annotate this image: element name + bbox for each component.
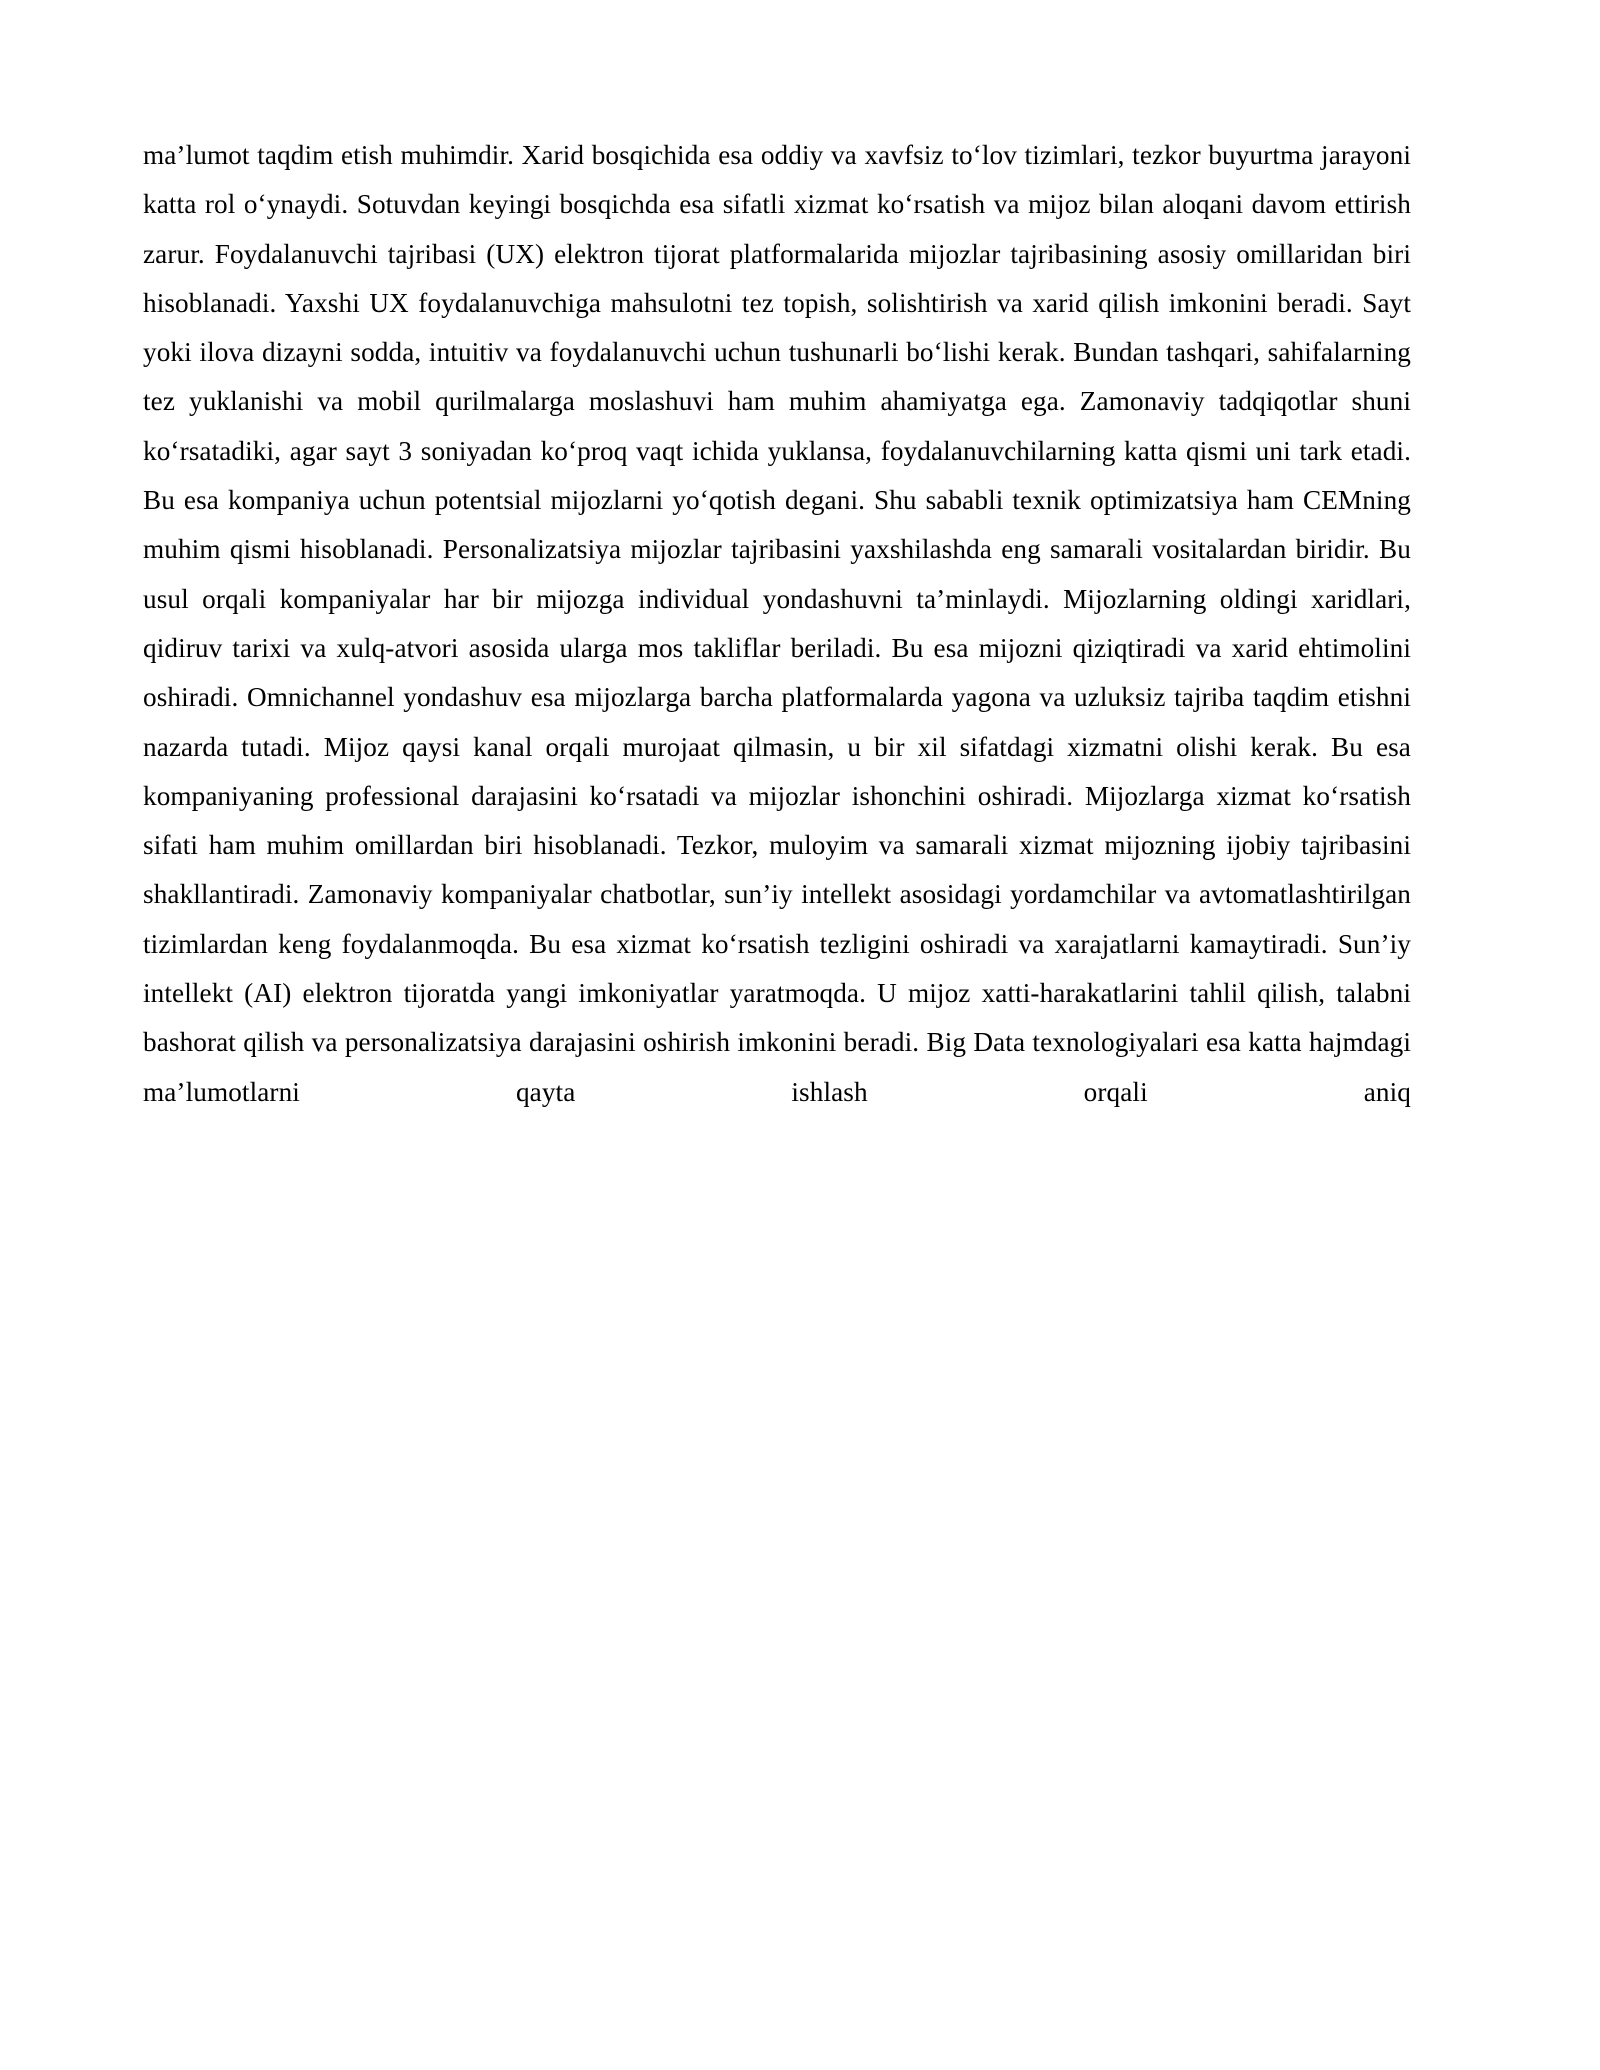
body-text-column: [143, 131, 1411, 1166]
body-paragraph: ma’lumot taqdim etish muhimdir. Xarid bosqichida esa oddiy va xavfsiz to‘lov tizimlari, tezkor buyurtma jarayoni katta rol o‘ynaydi. Sotuvdan keyingi bosqichda esa sifatli xizmat ko‘rsatish va mijoz bilan aloqani davom ettirish zarur. Foydalanuvchi tajribasi (UX) elektron tijorat platformalarida mijozlar tajribasining asosiy omillaridan biri hisoblanadi. Yaxshi UX foydalanuvchiga mahsulotni tez topish, solishtirish va xarid qilish imkonini beradi. Sayt yoki ilova dizayni sodda, intuitiv va foydalanuvchi uchun tushunarli bo‘lishi kerak. Bundan tashqari, sahifalarning tez yuklanishi va mobil qurilmalarga moslashuvi ham muhim ahamiyatga ega. Zamonaviy tadqiqotlar shuni ko‘rsatadiki, agar sayt 3 soniyadan ko‘proq vaqt ichida yuklansa, foydalanuvchilarning katta qismi uni tark etadi. Bu esa kompaniya uchun potentsial mijozlarni yo‘qotish degani. Shu sababli texnik optimizatsiya ham CEMning muhim qismi hisoblanadi. Personalizatsiya mijozlar tajribasini yaxshilashda eng samarali vositalardan biridir. Bu usul orqali kompaniyalar har bir mijozga individual yondashuvni ta’minlaydi. Mijozlarning oldingi xaridlari, qidiruv tarixi va xulq-atvori asosida ularga mos takliflar beriladi. Bu esa mijozni qiziqtiradi va xarid ehtimolini oshiradi. Omnichannel yondashuv esa mijozlarga barcha platformalarda yagona va uzluksiz tajriba taqdim etishni nazarda tutadi. Mijoz qaysi kanal orqali murojaat qilmasin, u bir xil sifatdagi xizmatni olishi kerak. Bu esa kompaniyaning professional darajasini ko‘rsatadi va mijozlar ishonchini oshiradi. Mijozlarga xizmat ko‘rsatish sifati ham muhim omillardan biri hisoblanadi. Tezkor, muloyim va samarali xizmat mijozning ijobiy tajribasini shakllantiradi. Zamonaviy kompaniyalar chatbotlar, sun’iy intellekt asosidagi yordamchilar va avtomatlashtirilgan tizimlardan keng foydalanmoqda. Bu esa xizmat ko‘rsatish tezligini oshiradi va xarajatlarni kamaytiradi. Sun’iy intellekt (AI) elektron tijoratda yangi imkoniyatlar yaratmoqda. U mijoz xatti-harakatlarini tahlil qilish, talabni bashorat qilish va personalizatsiya darajasini oshirish imkonini beradi. Big Data texnologiyalari esa katta hajmdagi ma’lumotlarni qayta ishlash orqali aniq: [143, 140, 1411, 1107]
